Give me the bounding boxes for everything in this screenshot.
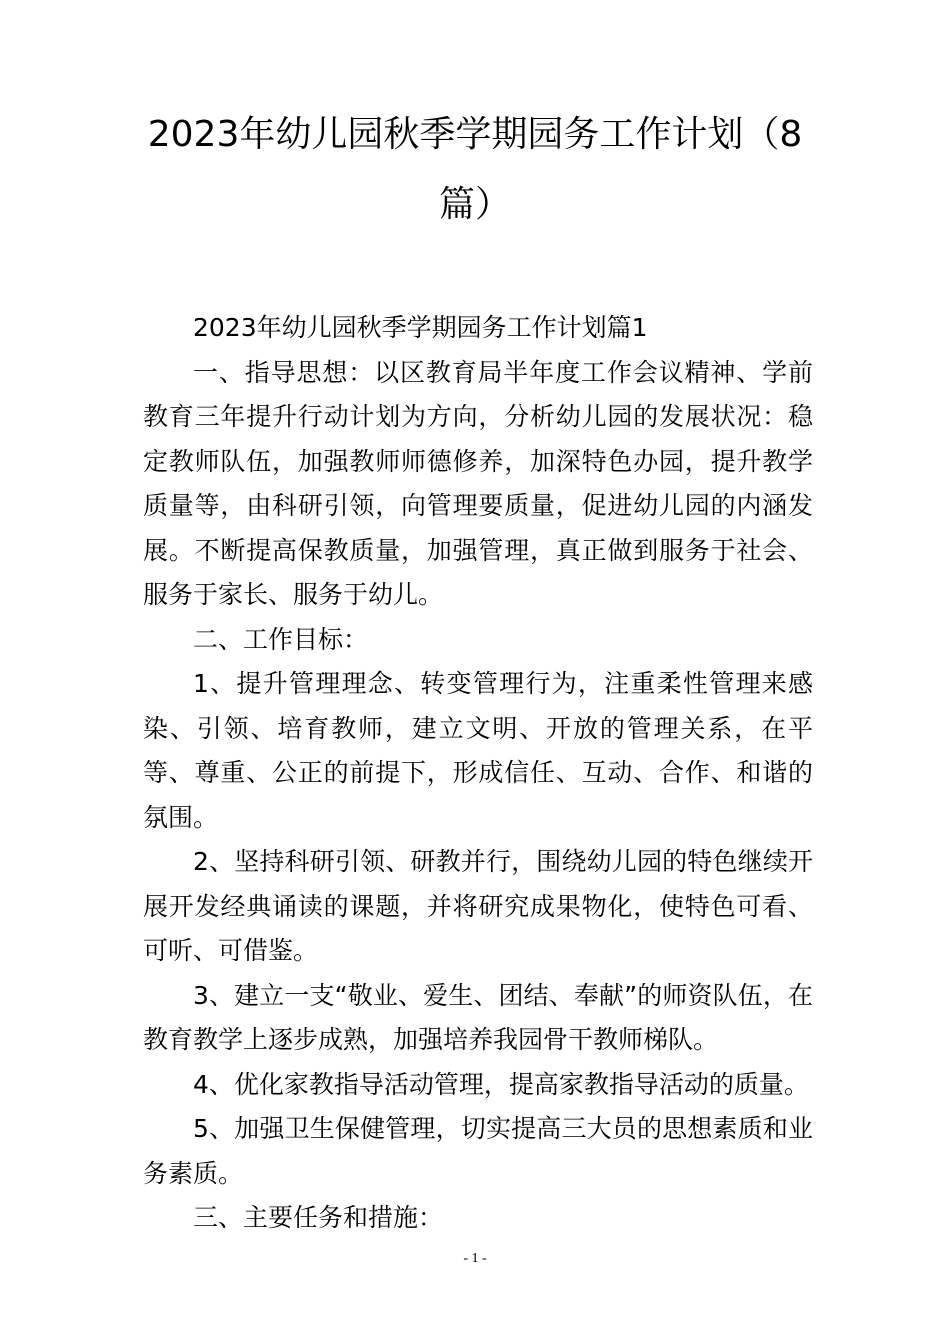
document-title: 2023年幼儿园秋季学期园务工作计划（8篇）	[147, 114, 803, 225]
paragraph-guiding-ideology: 一、指导思想：以区教育局半年度工作会议精神、学前教育三年提升行动计划为方向，分析幼儿园的发展状况：稳定教师队伍，加强教师师德修养，加深特色办园，提升教学质量等，由科研引领，向管理要质量，促进幼儿园的内涵发展。不断提高保教质量，加强管理，真正做到服务于社会、服务于家长、服务于幼儿。	[143, 357, 813, 609]
heading-work-goals: 二、工作目标：	[193, 624, 369, 654]
section-heading: 2023年幼儿园秋季学期园务工作计划篇1	[193, 313, 648, 342]
heading-tasks-measures: 三、主要任务和措施：	[193, 1203, 444, 1232]
goal-item-1: 1、提升管理理念、转变管理行为，注重柔性管理来感染、引领、培育教师，建立文明、开放的管理关系，在平等、尊重、公正的前提下，形成信任、互动、合作、和谐的氛围。	[143, 669, 813, 832]
goal-item-5: 5、加强卫生保健管理，切实提高三大员的思想素质和业务素质。	[143, 1114, 813, 1188]
goal-item-4: 4、优化家教指导活动管理，提高家教指导活动的质量。	[193, 1069, 809, 1099]
document-body	[143, 306, 813, 1241]
goal-item-2: 2、坚持科研引领、研教并行，围绕幼儿园的特色继续开展开发经典诵读的课题，并将研究成果物化，使特色可看、可听、可借鉴。	[143, 847, 813, 965]
goal-item-3: 3、建立一支“敬业、爱生、团结、奉献”的师资队伍，在教育教学上逐步成熟，加强培养我园骨干教师梯队。	[143, 980, 813, 1054]
page-number: - 1 -	[463, 1251, 487, 1266]
